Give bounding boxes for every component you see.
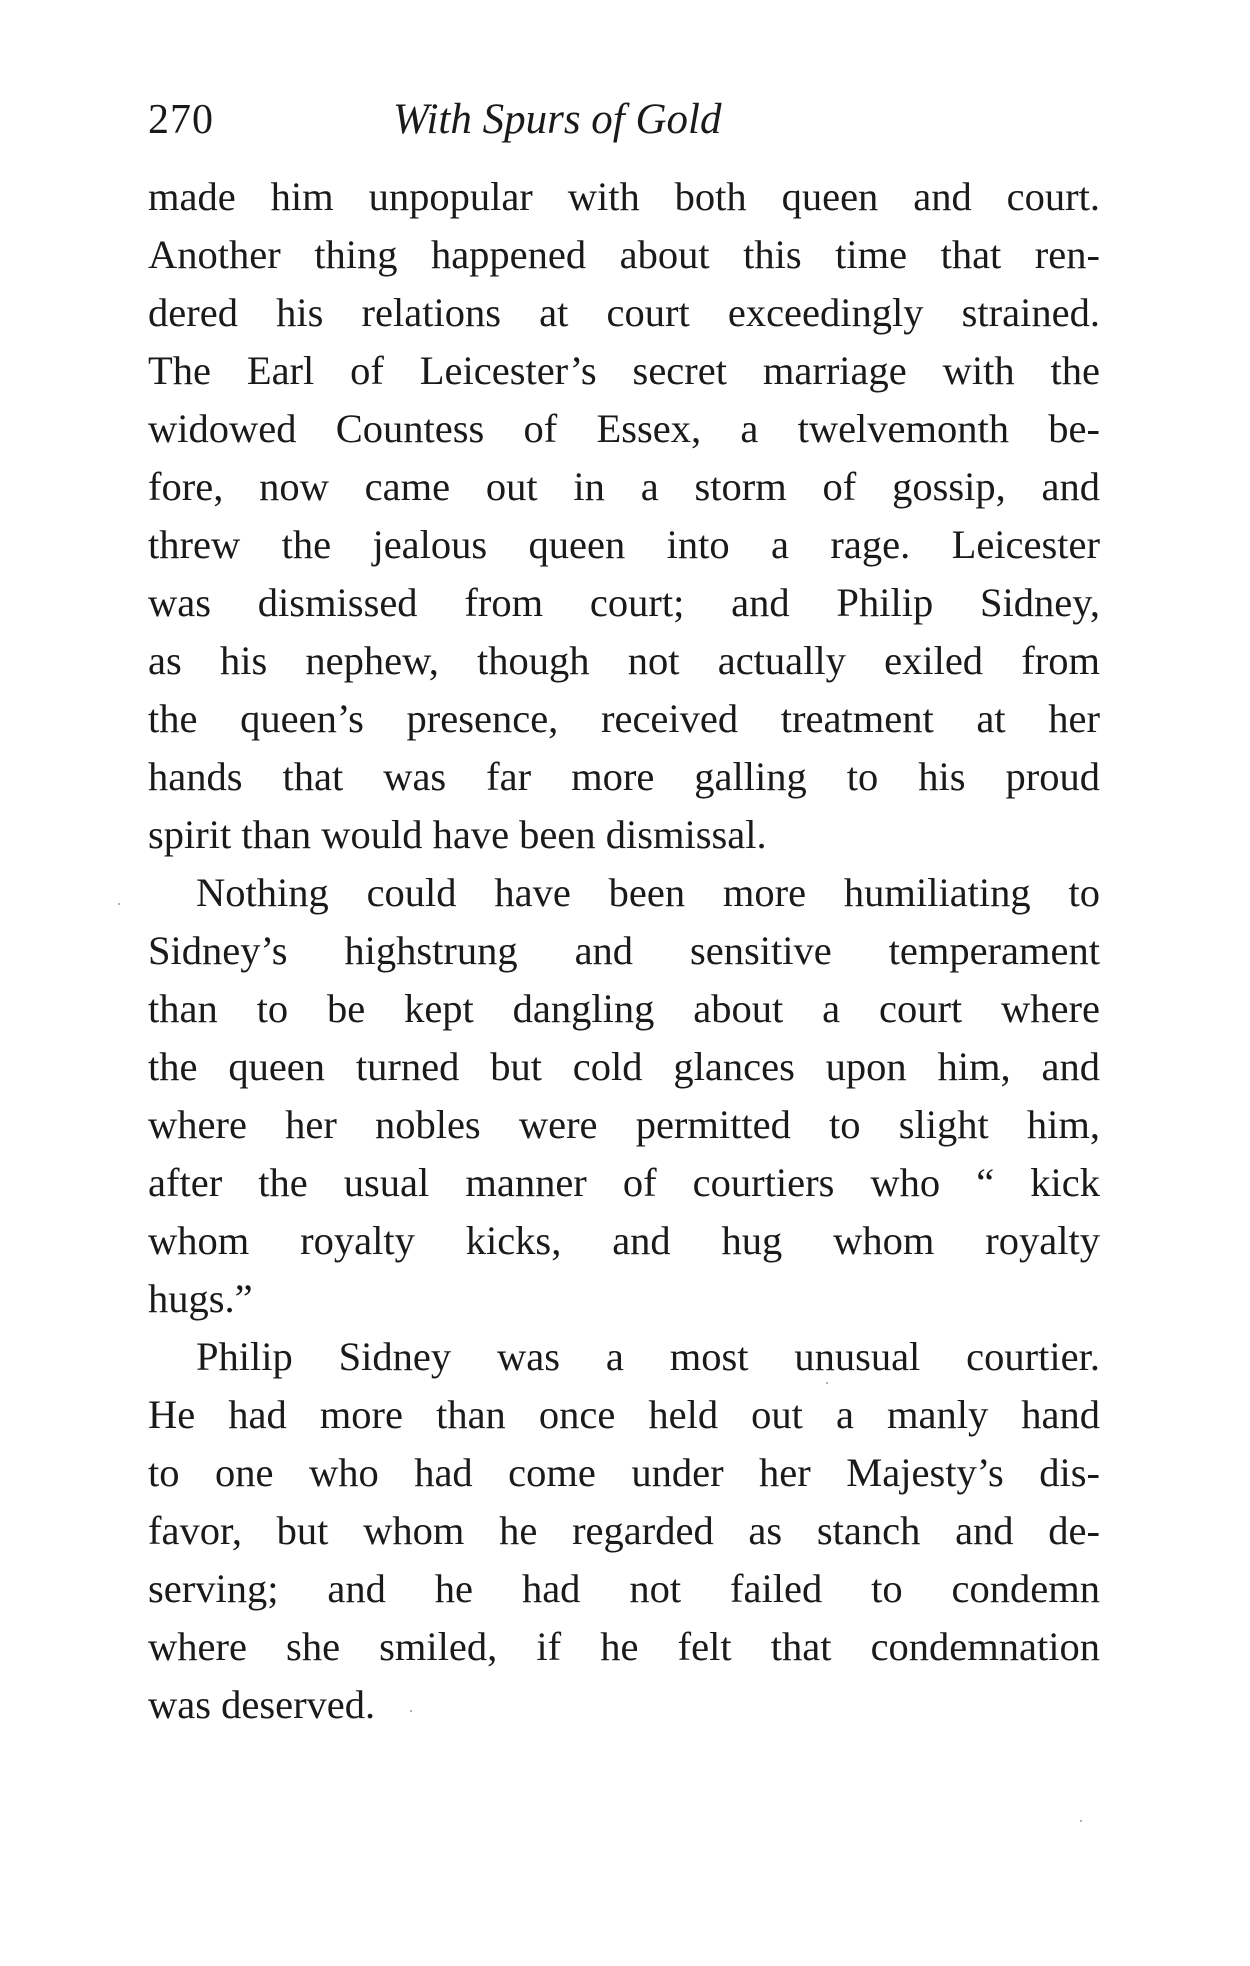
text-line: spirit than would have been dismissal. [148, 812, 767, 857]
text-line: as his nephew, though not actually exiled from [148, 638, 1100, 683]
text-line: was deserved. [148, 1682, 376, 1727]
text-line: the queen turned but cold glances upon him, and [148, 1044, 1100, 1089]
text-line: Sidney’s highstrung and sensitive temperament [148, 928, 1100, 973]
text-line: The Earl of Leicester’s secret marriage with the [148, 348, 1100, 393]
text-line: to one who had come under her Majesty’s dis- [148, 1450, 1100, 1495]
paragraph [148, 864, 1100, 1328]
text-line: than to be kept dangling about a court where [148, 986, 1100, 1031]
text-line: where she smiled, if he felt that condemnation [148, 1624, 1100, 1669]
text-line: favor, but whom he regarded as stanch and de- [148, 1508, 1100, 1553]
text-line: whom royalty kicks, and hug whom royalty [148, 1218, 1100, 1263]
text-line: threw the jealous queen into a rage. Leicester [148, 522, 1100, 567]
text-line: where her nobles were permitted to slight him, [148, 1102, 1100, 1147]
text-line: widowed Countess of Essex, a twelvemonth be- [148, 406, 1100, 451]
running-head [148, 90, 1100, 150]
page-number: 270 [148, 97, 214, 143]
text-line: was dismissed from court; and Philip Sidney, [148, 580, 1100, 625]
text-line: Another thing happened about this time that ren- [148, 232, 1100, 277]
text-line: hands that was far more galling to his proud [148, 754, 1100, 799]
paragraph [148, 1328, 1100, 1734]
text-line: after the usual manner of courtiers who “ kick [148, 1160, 1100, 1205]
text-line: fore, now came out in a storm of gossip, and [148, 464, 1100, 509]
text-line: Philip Sidney was a most unusual courtier. [196, 1334, 1100, 1379]
text-line: Nothing could have been more humiliating to [196, 870, 1100, 915]
body-text [148, 168, 1100, 1734]
running-title: With Spurs of Gold [393, 96, 722, 143]
text-line: the queen’s presence, received treatment at her [148, 696, 1100, 741]
text-line: He had more than once held out a manly hand [148, 1392, 1100, 1437]
paragraph [148, 168, 1100, 864]
text-line: hugs.” [148, 1276, 253, 1321]
text-line: dered his relations at court exceedingly strained. [148, 290, 1100, 335]
text-line: made him unpopular with both queen and court. [148, 174, 1100, 219]
text-line: serving; and he had not failed to condemn [148, 1566, 1100, 1611]
